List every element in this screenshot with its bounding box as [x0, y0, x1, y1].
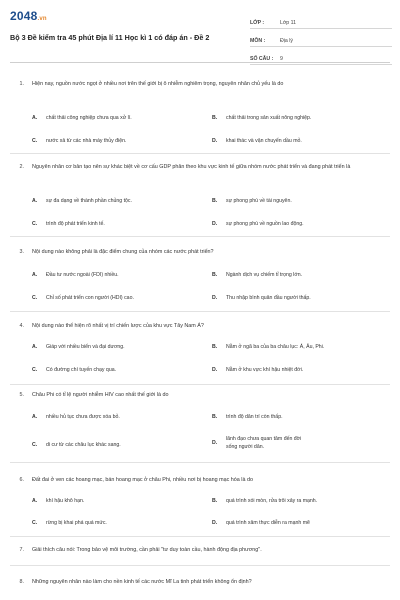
- header-divider: [10, 62, 390, 63]
- option-text: sự phong phú về tài nguyên.: [226, 198, 292, 204]
- option-text: Nằm ở ngã ba của ba châu lục: Á, Âu, Phi.: [226, 344, 325, 350]
- meta-value: 9: [280, 56, 283, 62]
- option-letter: D.: [212, 221, 218, 227]
- option-letter: C.: [32, 221, 38, 227]
- option-letter: A.: [32, 414, 38, 420]
- question-number: 3.: [19, 249, 24, 255]
- option-text: Chỉ số phát triển con người (HDI) cao.: [46, 295, 134, 301]
- option-letter: D.: [212, 367, 218, 373]
- option-letter: C.: [32, 367, 38, 373]
- option-letter: B.: [212, 344, 218, 350]
- option-letter: B.: [212, 272, 218, 278]
- option-letter: B.: [212, 198, 218, 204]
- option-letter: B.: [212, 498, 218, 504]
- option-letter: A.: [32, 115, 38, 121]
- option-letter: C.: [32, 138, 38, 144]
- question-divider: [10, 384, 390, 385]
- question-number: 6.: [19, 477, 24, 483]
- option-text: Nằm ở khu vực khí hậu nhiệt đới.: [226, 367, 304, 373]
- option-text: sự phong phú về nguồn lao động.: [226, 221, 304, 227]
- option-text: chất thải trong sản xuất nông nghiệp.: [226, 115, 312, 121]
- option-text: quá trình xâm thực diễn ra mạnh mẽ: [226, 520, 310, 526]
- logo-main: 2048: [10, 9, 38, 23]
- option-b[interactable]: [212, 414, 283, 422]
- question-number: 8.: [19, 579, 24, 585]
- option-text: khí hậu khô hạn.: [46, 498, 85, 504]
- option-text: Giáp với nhiều biển và đại dương.: [46, 344, 125, 350]
- option-text: nước xả từ các nhà máy thủy điện.: [46, 138, 127, 144]
- question-text: Những nguyên nhân nào làm cho nền kinh tế các nước Mĩ La tinh phát triển không ổn định?: [32, 579, 252, 585]
- question-6: [10, 476, 390, 484]
- option-b[interactable]: [212, 344, 324, 352]
- meta-row-class: [250, 14, 392, 29]
- option-d[interactable]: [212, 295, 311, 303]
- option-letter: D.: [212, 440, 218, 446]
- option-d[interactable]: [212, 138, 302, 146]
- option-text: trình độ phát triển kinh tế.: [46, 221, 105, 227]
- option-d[interactable]: [212, 221, 304, 229]
- option-c[interactable]: [32, 442, 121, 450]
- option-letter: A.: [32, 498, 38, 504]
- question-text: Đất đai ở ven các hoang mạc, bán hoang mạc ở châu Phi, nhiều nơi bị hoang mạc hóa là do: [32, 477, 253, 483]
- option-letter: D.: [212, 295, 218, 301]
- option-text: lãnh đạo chưa quan tâm đến đời sống người dân.: [226, 436, 302, 450]
- document-title: Bộ 3 Đề kiểm tra 45 phút Địa lí 11 Học kì 1 có đáp án - Đề 2: [10, 33, 210, 42]
- meta-table: [250, 14, 392, 68]
- question-number: 1.: [19, 81, 24, 87]
- option-text: di cư từ các châu lục khác sang.: [46, 442, 121, 448]
- option-letter: A.: [32, 272, 38, 278]
- option-d[interactable]: [212, 520, 310, 528]
- option-letter: B.: [212, 115, 218, 121]
- question-4: [10, 322, 390, 330]
- option-letter: C.: [32, 520, 38, 526]
- question-text: Hiện nay, nguồn nước ngọt ở nhiều nơi trên thế giới bị ô nhiễm nghiêm trọng, nguyên nhân chủ yếu là do: [32, 81, 284, 87]
- option-text: Có đường chí tuyến chạy qua.: [46, 367, 117, 373]
- question-text: Châu Phi có tỉ lệ người nhiễm HIV cao nhất thế giới là do: [32, 392, 169, 398]
- option-a[interactable]: [32, 272, 119, 280]
- option-letter: C.: [32, 442, 38, 448]
- page-header: [0, 0, 400, 62]
- site-logo[interactable]: [10, 9, 47, 23]
- option-b[interactable]: [212, 272, 302, 280]
- option-a[interactable]: [32, 498, 84, 506]
- option-a[interactable]: [32, 115, 132, 123]
- question-3: [10, 248, 390, 256]
- meta-value: Địa lý: [280, 38, 293, 44]
- question-7: [10, 546, 390, 554]
- option-text: Đầu tư nước ngoài (FDI) nhiều.: [46, 272, 119, 278]
- question-divider: [10, 153, 390, 154]
- option-letter: C.: [32, 295, 38, 301]
- option-text: trình độ dân trí còn thấp.: [226, 414, 283, 420]
- question-1: [10, 80, 390, 88]
- question-2: [10, 163, 390, 171]
- option-letter: A.: [32, 198, 38, 204]
- question-text: Nội dung nào không phải là đặc điểm chung của nhóm các nước phát triển?: [32, 249, 214, 255]
- meta-key: SỐ CÂU :: [250, 56, 274, 62]
- option-d[interactable]: [212, 367, 303, 375]
- option-b[interactable]: [212, 498, 317, 506]
- option-c[interactable]: [32, 295, 134, 303]
- option-a[interactable]: [32, 344, 125, 352]
- option-a[interactable]: [32, 414, 120, 422]
- question-divider: [10, 536, 390, 537]
- option-a[interactable]: [32, 198, 132, 206]
- question-number: 2.: [19, 164, 24, 170]
- question-number: 7.: [19, 547, 24, 553]
- option-text: Ngành dịch vụ chiếm tỉ trọng lớn.: [226, 272, 303, 278]
- logo-sub: .vn: [37, 16, 47, 22]
- option-c[interactable]: [32, 138, 126, 146]
- option-text: sự đa dạng về thành phần chủng tộc.: [46, 198, 132, 204]
- question-divider: [10, 311, 390, 312]
- option-c[interactable]: [32, 221, 105, 229]
- question-8: [10, 578, 390, 586]
- question-text: Giải thích câu nói: Trong bảo vệ môi trường, cần phải "tư duy toàn cầu, hành động địa phương".: [32, 547, 262, 553]
- option-text: chất thải công nghiệp chưa qua xử lí.: [46, 115, 132, 121]
- option-letter: B.: [212, 414, 218, 420]
- meta-key: LỚP :: [250, 20, 265, 26]
- question-number: 4.: [19, 323, 24, 329]
- option-text: khai thác và vận chuyển dầu mỏ.: [226, 138, 302, 144]
- option-c[interactable]: [32, 367, 116, 375]
- question-divider: [10, 236, 390, 237]
- option-text: quá trình xói mòn, rửa trôi xảy ra mạnh.: [226, 498, 318, 504]
- question-divider: [10, 462, 390, 463]
- option-b[interactable]: [212, 115, 311, 123]
- meta-row-subject: [250, 32, 392, 47]
- option-c[interactable]: [32, 520, 107, 528]
- option-letter: A.: [32, 344, 38, 350]
- option-d[interactable]: [212, 436, 312, 451]
- question-divider: [10, 565, 390, 566]
- question-number: 5.: [19, 392, 24, 398]
- option-text: rừng bị khai phá quá mức.: [46, 520, 107, 526]
- option-text: nhiều hủ tục chưa được xóa bỏ.: [46, 414, 120, 420]
- option-b[interactable]: [212, 198, 292, 206]
- option-letter: D.: [212, 138, 218, 144]
- question-5: [10, 391, 390, 399]
- meta-value: Lớp 11: [280, 20, 296, 26]
- question-text: Nội dung nào thể hiện rõ nhất vị trí chiến lược của khu vực Tây Nam Á?: [32, 323, 204, 329]
- option-letter: D.: [212, 520, 218, 526]
- option-text: Thu nhập bình quân đầu người thấp.: [226, 295, 311, 301]
- meta-key: MÔN :: [250, 38, 266, 44]
- question-text: Nguyên nhân cơ bản tạo nên sự khác biệt về cơ cấu GDP phân theo khu vực kinh tế giữa nhóm nước phát triển và đang phát triển là: [32, 164, 351, 170]
